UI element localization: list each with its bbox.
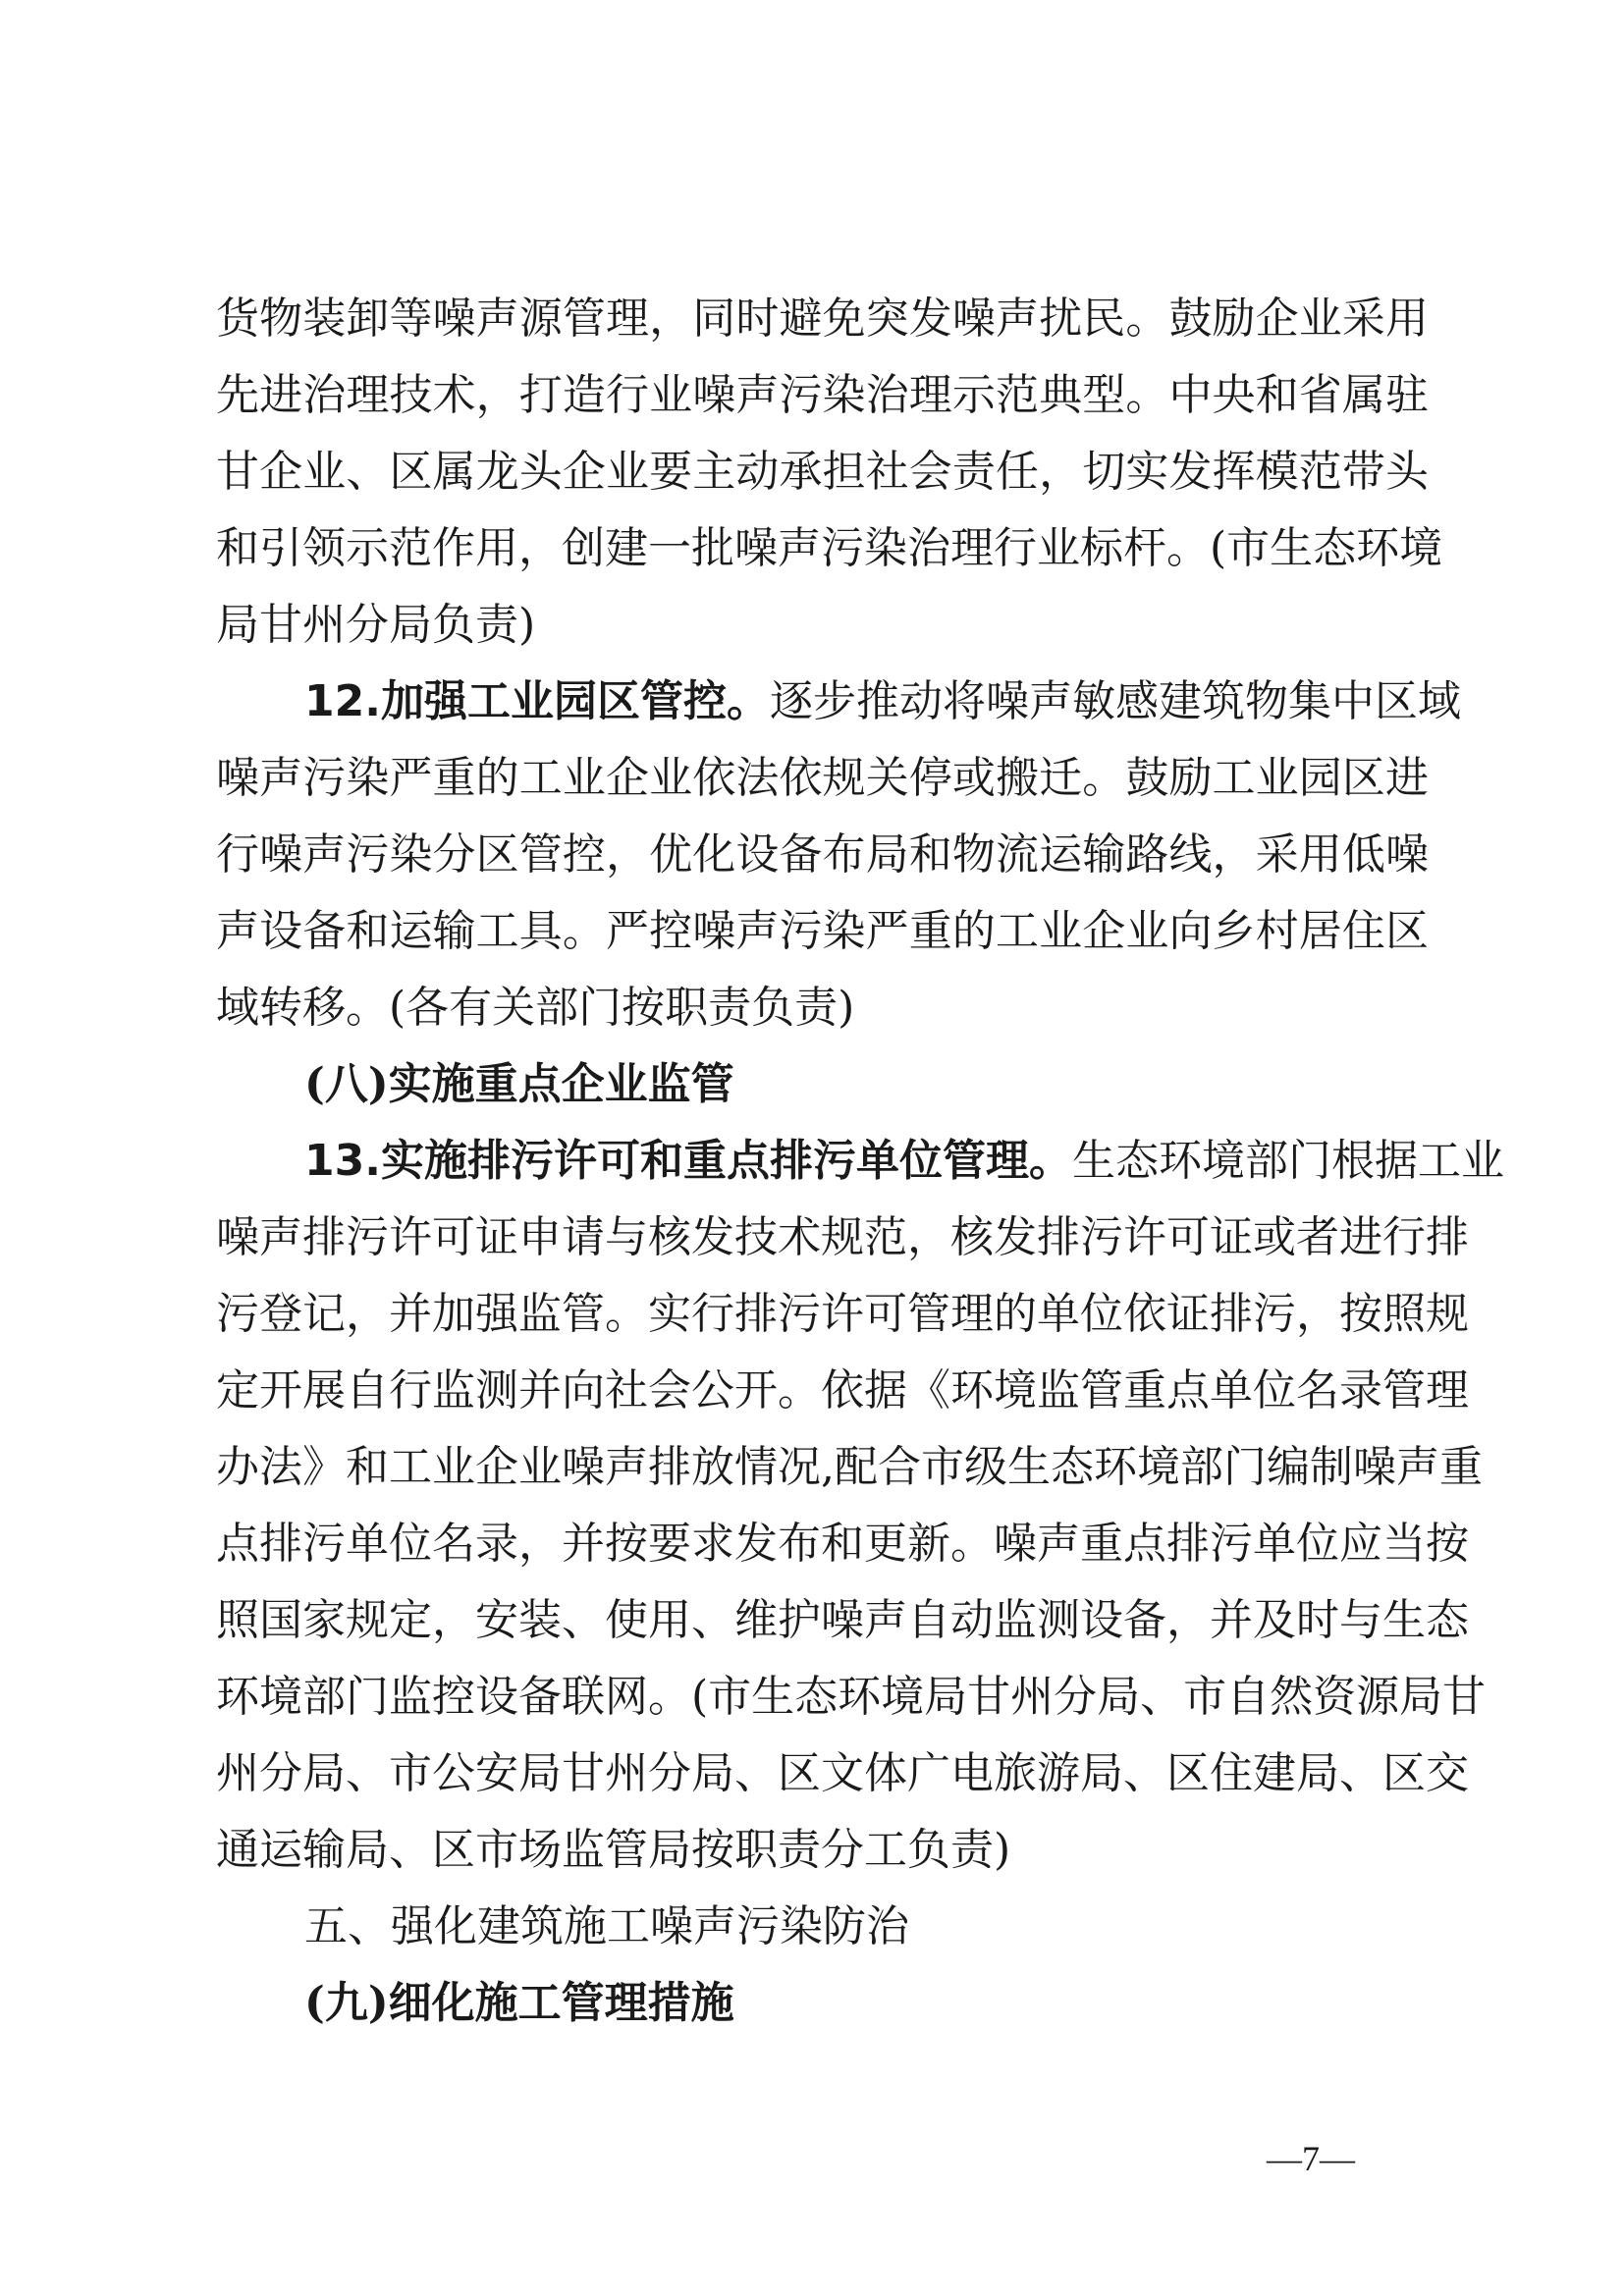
paragraph-line: 和引领示范作用，创建一批噪声污染治理行业标杆。(市生态环境 bbox=[216, 523, 1443, 573]
paragraph-line: 定开展自行监测并向社会公开。依据《环境监管重点单位名录管理 bbox=[216, 1365, 1469, 1415]
paragraph-line: 环境部门监控设备联网。(市生态环境局甘州分局、市自然资源局甘 bbox=[216, 1672, 1487, 1722]
paragraph-line: 甘企业、区属龙头企业要主动承担社会责任，切实发挥模范带头 bbox=[216, 447, 1429, 497]
paragraph-line: 点排污单位名录，并按要求发布和更新。噪声重点排污单位应当按 bbox=[216, 1519, 1469, 1569]
paragraph-line: 噪声污染严重的工业企业依法依规关停或搬迁。鼓励工业园区进 bbox=[216, 753, 1429, 803]
paragraph-line: 照国家规定，安装、使用、维护噪声自动监测设备，并及时与生态 bbox=[216, 1595, 1469, 1645]
item-12-first-line bbox=[304, 672, 1461, 731]
item-13-title: 13.实施排污许可和重点排污单位管理。 bbox=[304, 1136, 1072, 1186]
paragraph-line: 州分局、市公安局甘州分局、区文体广电旅游局、区住建局、区交 bbox=[216, 1748, 1469, 1798]
paragraph-line: 声设备和运输工具。严控噪声污染严重的工业企业向乡村居住区 bbox=[216, 906, 1429, 956]
item-13-text: 生态环境部门根据工业 bbox=[1071, 1136, 1504, 1186]
chapter-5-heading: 五、强化建筑施工噪声污染防治 bbox=[304, 1901, 909, 1951]
paragraph-line: 通运输局、区市场监管局按职责分工负责) bbox=[216, 1825, 1011, 1875]
page-number: —7— bbox=[1267, 2139, 1355, 2178]
paragraph-line: 行噪声污染分区管控，优化设备布局和物流运输路线，采用低噪 bbox=[216, 829, 1429, 880]
paragraph-line: 办法》和工业企业噪声排放情况,配合市级生态环境部门编制噪声重 bbox=[216, 1442, 1483, 1492]
item-12-title: 12.加强工业园区管控。 bbox=[304, 676, 770, 726]
item-13-first-line bbox=[304, 1132, 1504, 1191]
paragraph-line: 噪声排污许可证申请与核发技术规范，核发排污许可证或者进行排 bbox=[216, 1212, 1469, 1262]
item-12-text: 逐步推动将噪声敏感建筑物集中区域 bbox=[769, 676, 1461, 726]
section-9-heading: (九)细化施工管理措施 bbox=[304, 1978, 734, 2028]
paragraph-line: 局甘州分局负责) bbox=[216, 600, 536, 650]
paragraph-line: 域转移。(各有关部门按职责负责) bbox=[216, 983, 855, 1033]
section-8-heading: (八)实施重点企业监管 bbox=[304, 1059, 734, 1109]
paragraph-line: 污登记，并加强监管。实行排污许可管理的单位依证排污，按照规 bbox=[216, 1289, 1469, 1339]
paragraph-line: 货物装卸等噪声源管理，同时避免突发噪声扰民。鼓励企业采用 bbox=[216, 294, 1429, 344]
paragraph-line: 先进治理技术，打造行业噪声污染治理示范典型。中央和省属驻 bbox=[216, 370, 1429, 420]
